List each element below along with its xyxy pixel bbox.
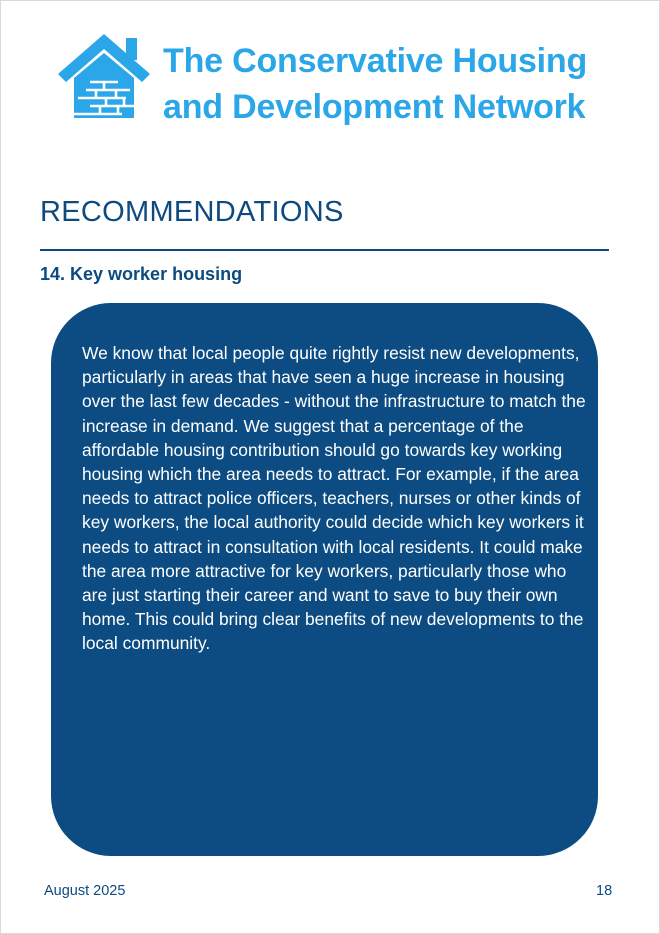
recommendation-subheading: 14. Key worker housing: [40, 264, 243, 284]
footer-date: August 2025: [44, 883, 126, 899]
recommendation-body-text: We know that local people quite rightly resist new developments, particularly in areas that have seen a huge increase in housing over the last few decades - without the infrastructure to match the increase in demand. We suggest that a percentage of the affordable housing contribution should go towards key working housing which the area needs to attract. For example, if the area needs to attract police officers, teachers, nurses or other kinds of key workers, the local authority could decide which key workers it needs to attract in consultation with local residents. It could make the area more attractive for key workers, particularly those who are just starting their career and want to save to buy their own home. This could bring clear benefits of new developments to the local community.: [82, 343, 586, 654]
page-number: 18: [596, 883, 613, 899]
section-divider: [40, 249, 609, 251]
house-brick-icon: [56, 30, 152, 122]
organization-name-line-1: The Conservative Housing: [163, 42, 588, 80]
organization-name: [163, 38, 653, 130]
recommendation-panel: [51, 303, 598, 856]
section-title: RECOMMENDATIONS: [40, 196, 344, 228]
organization-name-line-2: and Development Network: [163, 88, 586, 126]
